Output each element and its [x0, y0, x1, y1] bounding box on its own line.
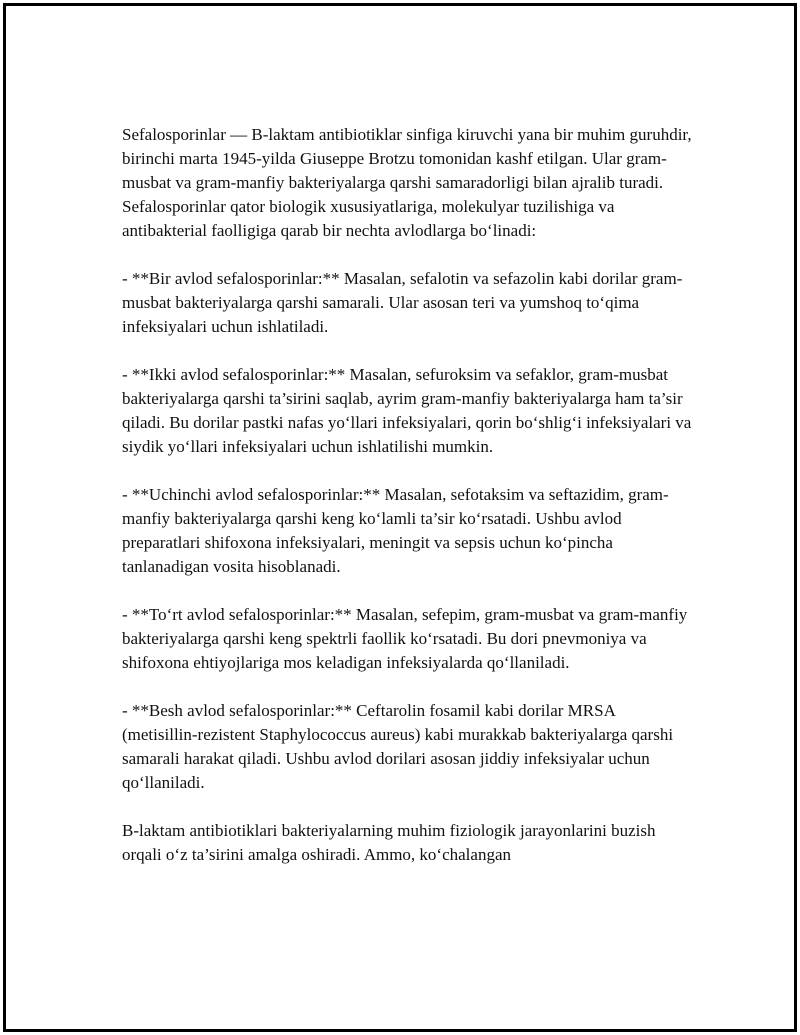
- fourth-generation-item: - **To‘rt avlod sefalosporinlar:** Masalan, sefepim, gram-musbat va gram-manfiy bakteriyalarga qarshi keng spektrli faollik ko‘rsatadi. Bu dori pnevmoniya va shifoxona ehtiyojlariga mos keladigan infeksiyalarda qo‘llaniladi.: [122, 605, 688, 672]
- fifth-generation-item: - **Besh avlod sefalosporinlar:** Ceftarolin fosamil kabi dorilar MRSA (metisillin-rezistent Staphylococcus aureus) kabi murakkab bakteriyalarga qarshi samarali harakat qiladi. Ushbu avlod dorilari asosan jiddiy infeksiyalar uchun qo‘llaniladi.: [122, 701, 674, 792]
- document-body: [122, 123, 694, 891]
- intro-paragraph: Sefalosporinlar — B-laktam antibiotiklar sinfiga kiruvchi yana bir muhim guruhdir, birinchi marta 1945-yilda Giuseppe Brotzu tomonidan kashf etilgan. Ular gram-musbat va gram-manfiy bakteriyalarga qarshi samaradorligi bilan ajralib turadi. Sefalosporinlar qator biologik xususiyatlariga, molekulyar tuzilishiga va antibakterial faolligiga qarab bir nechta avlodlarga bo‘linadi:: [122, 125, 692, 240]
- third-generation-item: - **Uchinchi avlod sefalosporinlar:** Masalan, sefotaksim va seftazidim, gram-manfiy bakteriyalarga qarshi keng ko‘lamli ta’sir ko‘rsatadi. Ushbu avlod preparatlari shifoxona infeksiyalari, meningit va sepsis uchun ko‘pincha tanlanadigan vosita hisoblanadi.: [122, 485, 669, 576]
- first-generation-item: - **Bir avlod sefalosporinlar:** Masalan, sefalotin va sefazolin kabi dorilar gram-musbat bakteriyalarga qarshi samarali. Ular asosan teri va yumshoq to‘qima infeksiyalari uchun ishlatiladi.: [122, 269, 683, 336]
- page-frame: [3, 3, 797, 1032]
- closing-paragraph: B-laktam antibiotiklari bakteriyalarning muhim fiziologik jarayonlarini buzish orqali o‘z ta’sirini amalga oshiradi. Ammo, ko‘chalangan: [122, 821, 656, 864]
- second-generation-item: - **Ikki avlod sefalosporinlar:** Masalan, sefuroksim va sefaklor, gram-musbat bakteriyalarga qarshi ta’sirini saqlab, ayrim gram-manfiy bakteriyalarga ham ta’sir qiladi. Bu dorilar pastki nafas yo‘llari infeksiyalari, qorin bo‘shlig‘i infeksiyalari va siydik yo‘llari infeksiyalari uchun ishlatilishi mumkin.: [122, 365, 692, 456]
